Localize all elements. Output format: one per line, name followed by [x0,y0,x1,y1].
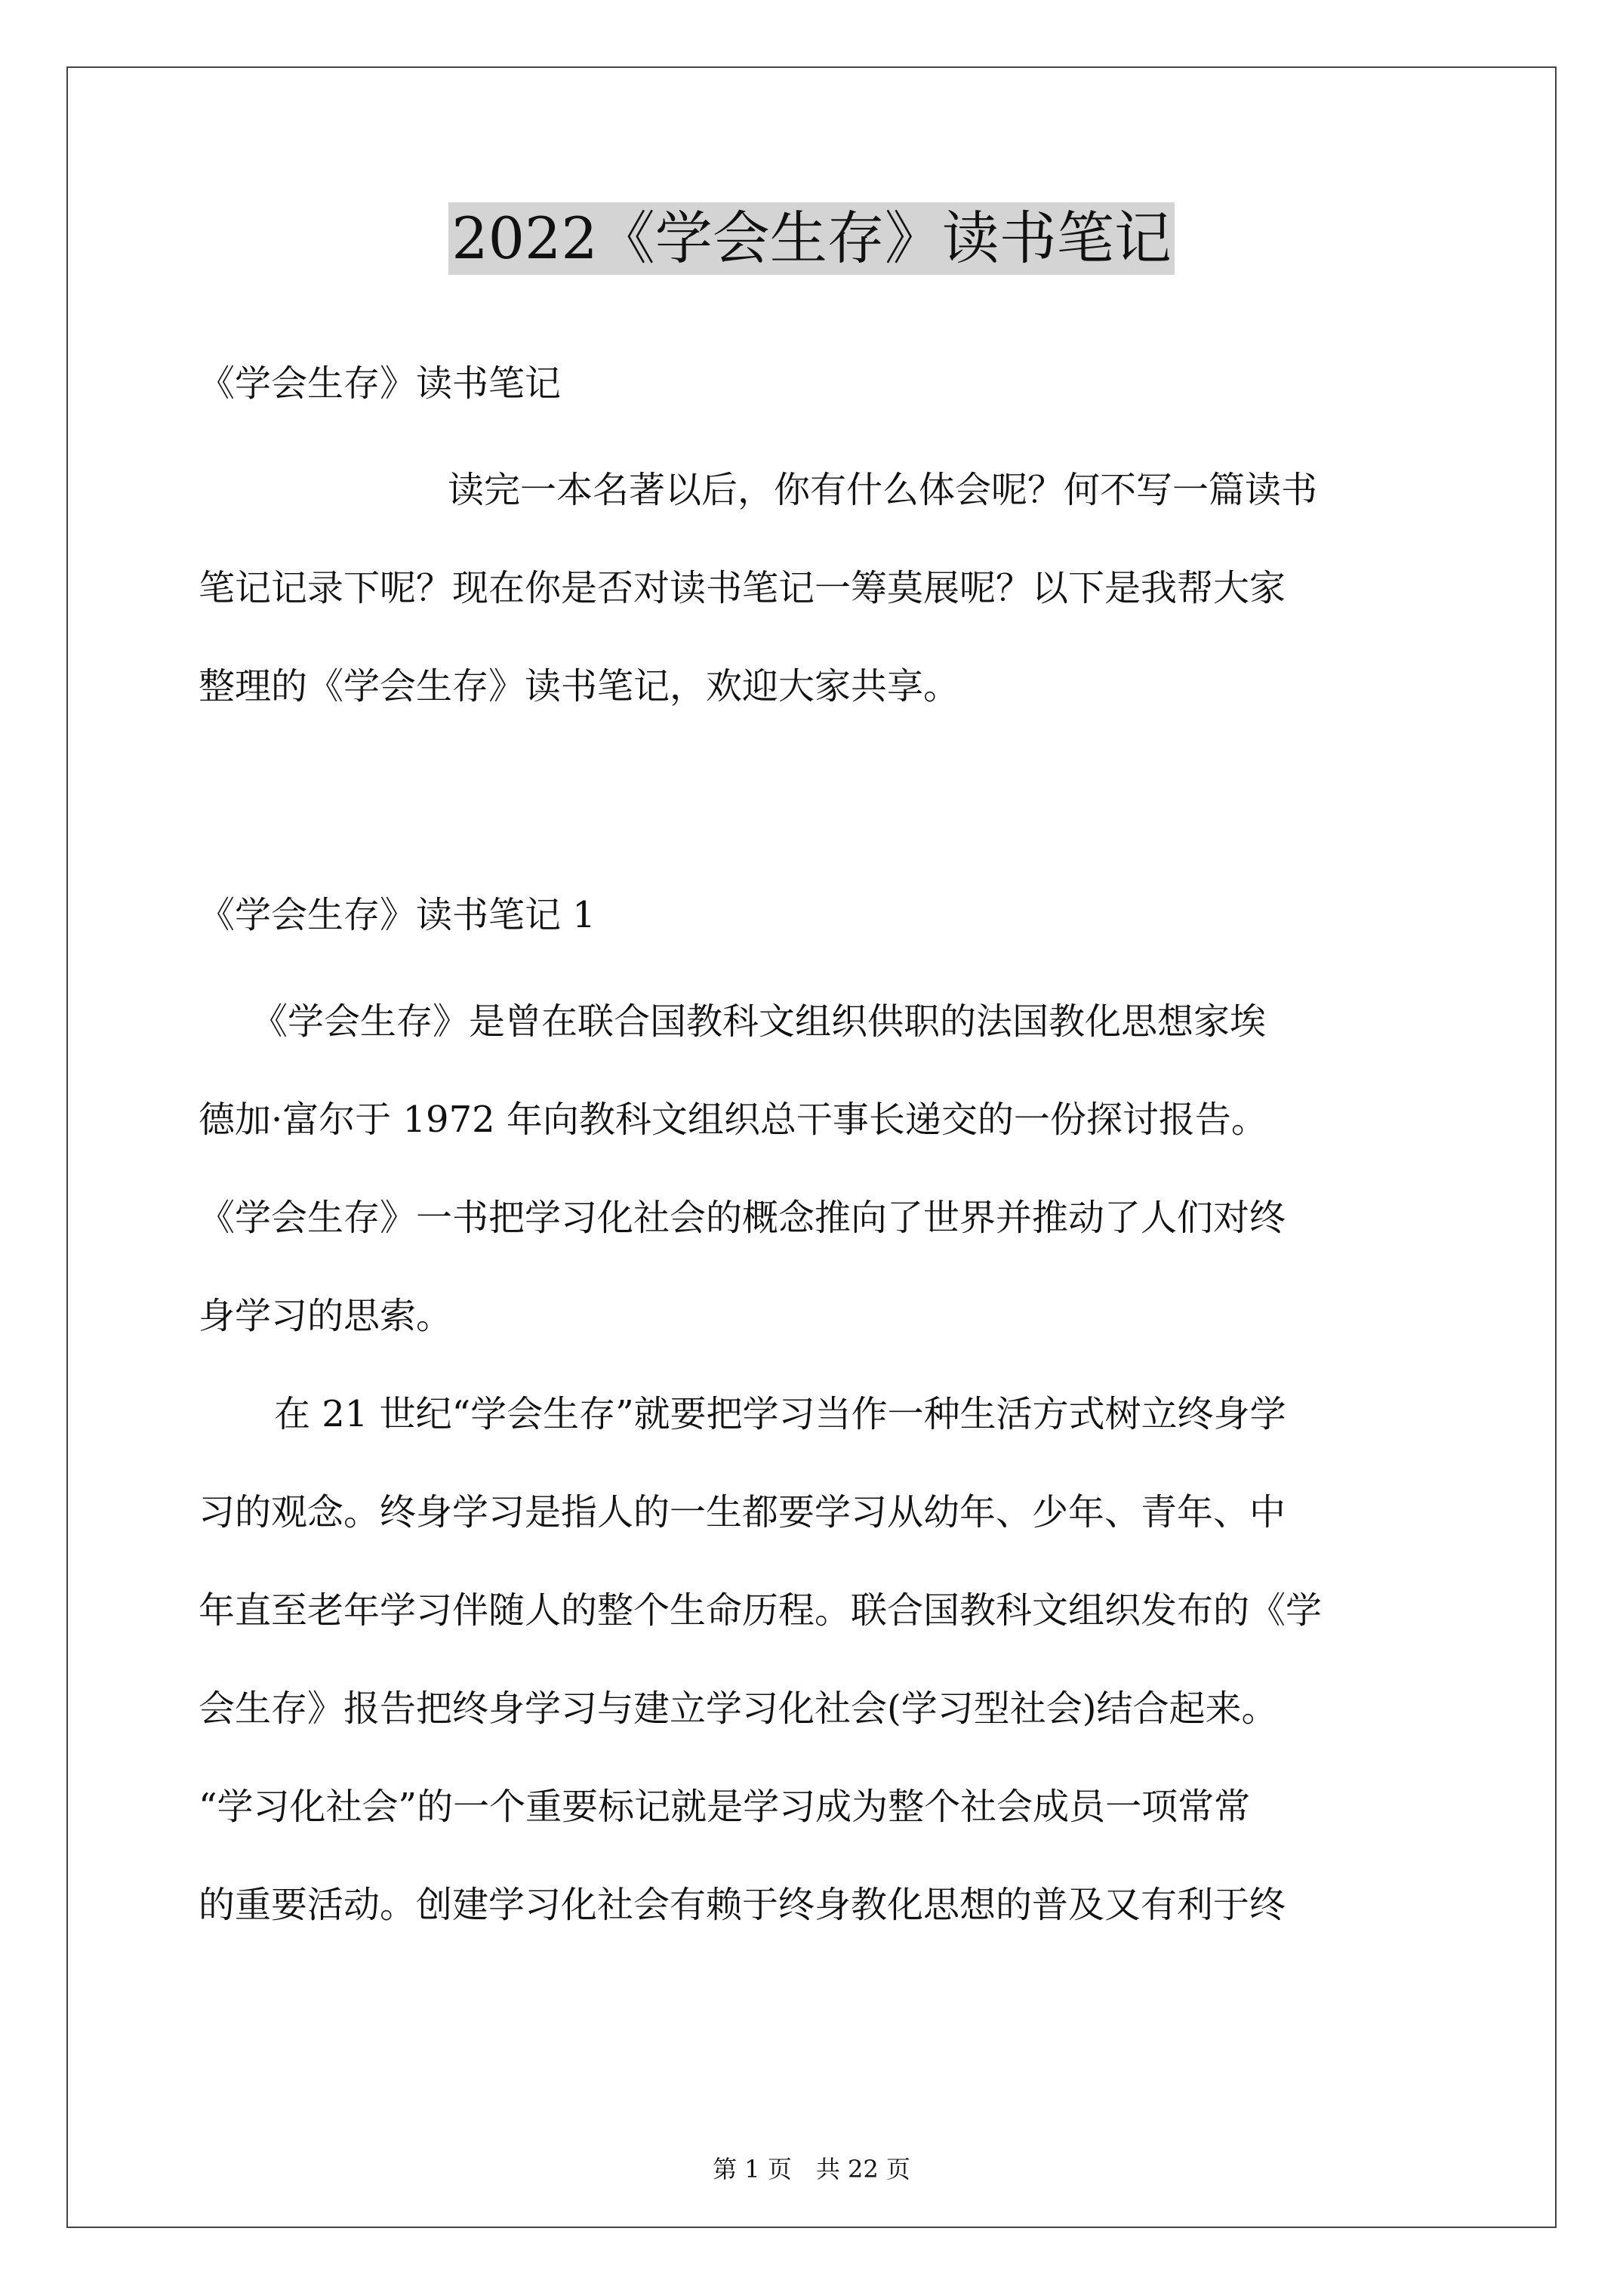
paragraph-line: 会生存》报告把终身学习与建立学习化社会(学习型社会)结合起来。 [199,1687,1278,1730]
section-heading-intro: 《学会生存》读书笔记 [199,362,562,405]
intro-line: 整理的《学会生存》读书笔记，欢迎大家共享。 [199,665,960,707]
paragraph-line: 年直至老年学习伴随人的整个生命历程。联合国教科文组织发布的《学 [199,1589,1323,1632]
document-title-wrap [0,202,1623,275]
paragraph-line: 身学习的思索。 [199,1295,453,1337]
intro-paragraph [199,441,1437,735]
document-title: 2022《学会生存》读书笔记 [448,202,1174,275]
paragraph-2 [199,1365,1437,1954]
paragraph-line: 习的观念。终身学习是指人的一生都要学习从幼年、少年、青年、中 [199,1491,1286,1533]
section-heading-1: 《学会生存》读书笔记 1 [199,894,596,936]
paragraph-line: “学习化社会”的一个重要标记就是学习成为整个社会成员一项常常 [199,1786,1251,1828]
intro-line: 笔记记录下呢？现在你是否对读书笔记一筹莫展呢？以下是我帮大家 [199,567,1286,609]
intro-line: 读完一本名著以后，你有什么体会呢？何不写一篇读书 [448,469,1318,511]
paragraph-line: 在 21 世纪“学会生存”就要把学习当作一种生活方式树立终身学 [274,1393,1286,1435]
paragraph-line: 《学会生存》是曾在联合国教科文组织供职的法国教化思想家埃 [251,1000,1267,1043]
page-footer: 第 1 页 共 22 页 [713,2155,910,2184]
paragraph-1 [199,972,1437,1365]
paragraph-line: 的重要活动。创建学习化社会有赖于终身教化思想的普及又有利于终 [199,1884,1286,1926]
paragraph-line: 德加·富尔于 1972 年向教科文组织总干事长递交的一份探讨报告。 [199,1099,1267,1141]
paragraph-line: 《学会生存》一书把学习化社会的概念推向了世界并推动了人们对终 [199,1197,1286,1239]
